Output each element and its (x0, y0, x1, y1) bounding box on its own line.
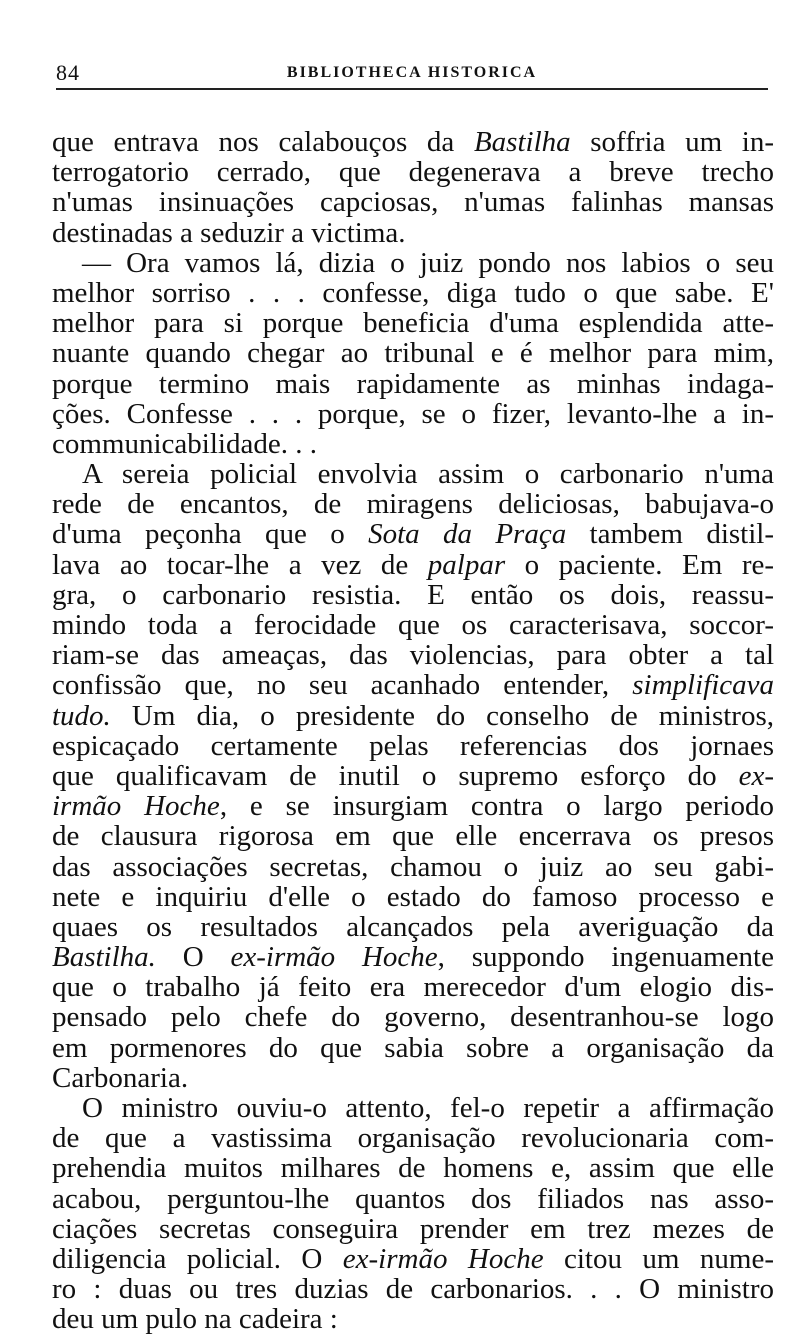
text-segment: diligencia policial. O (52, 1242, 343, 1275)
text-line (52, 519, 774, 549)
text-segment: gra, o carbonario resistia. E então os dois, reassu- (52, 578, 774, 611)
text-segment: que entrava nos calabouços da (52, 126, 474, 158)
text-line (52, 821, 774, 851)
text-segment: , suppondo ingenuamente (437, 941, 774, 974)
italic-segment: ex- (738, 759, 774, 792)
text-line (52, 1002, 774, 1032)
text-line (52, 1274, 774, 1304)
text-line (52, 1214, 774, 1244)
italic-segment: Bastilha (473, 126, 571, 158)
text-segment: soffria um in- (570, 126, 775, 158)
text-segment: confissão que, no seu acanhado entender, (52, 669, 633, 702)
text-segment: acabou, perguntou-lhe quantos dos filiados nas asso- (52, 1182, 774, 1215)
text-line (52, 761, 774, 791)
text-line (52, 580, 774, 610)
text-segment: ções. Confesse . . . porque, se o fizer, levanto-lhe a in- (52, 397, 774, 430)
text-segment: prehendia muitos milhares de homens e, assim que elle (52, 1152, 774, 1185)
text-line (52, 157, 774, 187)
text-segment: O (155, 941, 231, 974)
text-segment: ro : duas ou tres duzias de carbonarios. . . O ministro (52, 1273, 774, 1306)
text-segment: A sereia policial envolvia assim o carbonario n'uma (82, 458, 774, 491)
text-line (52, 1033, 774, 1063)
page-header (56, 58, 768, 90)
text-line (52, 791, 774, 821)
text-segment: que o trabalho já feito era merecedor d'um elogio dis- (52, 971, 774, 1004)
text-segment: O ministro ouviu-o attento, fel-o repetir a affirmação (82, 1092, 774, 1124)
italic-segment: palpar (427, 548, 506, 581)
text-segment: de que a vastissima organisação revolucionaria com- (52, 1122, 774, 1155)
text-line (52, 701, 774, 731)
italic-segment: Sota da Praça (368, 518, 567, 551)
text-segment: Um dia, o presidente do conselho de ministros, (110, 699, 774, 732)
italic-segment: Bastilha. (52, 941, 156, 974)
italic-segment: tudo. (52, 699, 111, 732)
text-segment: terrogatorio cerrado, que degenerava a breve trecho (52, 156, 774, 189)
text-segment: pensado pelo chefe do governo, desentranhou-se logo (52, 1001, 774, 1034)
text-line (52, 278, 774, 308)
text-segment: nuante quando chegar ao tribunal e é melhor para mim, (52, 337, 774, 370)
text-segment: quaes os resultados alcançados pela averiguação da (52, 910, 774, 943)
text-segment: lava ao tocar-lhe a vez de (52, 548, 428, 581)
text-line (52, 187, 774, 217)
text-line (52, 489, 774, 519)
text-segment: — Ora vamos lá, dizia o juiz pondo nos labios o seu (82, 246, 774, 279)
text-segment: de clausura rigorosa em que elle encerrava os presos (52, 820, 774, 853)
italic-segment: simplificava (632, 669, 774, 702)
text-segment: ciações secretas conseguira prender em trez mezes de (52, 1212, 774, 1245)
text-line (52, 1123, 774, 1153)
text-segment: mindo toda a ferocidade que os caracterisava, soccor- (52, 609, 774, 641)
text-segment: rede de encantos, de miragens deliciosas, babujava-o (52, 488, 774, 521)
text-line (52, 640, 774, 670)
text-line (52, 1063, 774, 1093)
text-line (52, 1093, 774, 1123)
text-line (52, 218, 774, 248)
text-segment: melhor sorriso . . . confesse, diga tudo o que sabe. E' (52, 276, 774, 309)
text-segment: destinadas a seduzir a victima. (52, 216, 406, 249)
text-segment: citou um nume- (543, 1242, 774, 1275)
text-line (52, 1244, 774, 1274)
text-segment: n'umas insinuações capciosas, n'umas falinhas mansas (52, 186, 774, 219)
text-line (52, 429, 774, 459)
text-line (52, 610, 774, 640)
italic-segment: ex-irmão Hoche (230, 941, 438, 974)
text-line (52, 670, 774, 700)
text-segment: , e se insurgiam contra o largo periodo (219, 790, 774, 823)
text-line (52, 1153, 774, 1183)
text-line (52, 1304, 774, 1334)
text-line (52, 248, 774, 278)
text-line (52, 942, 774, 972)
text-line (52, 972, 774, 1002)
italic-segment: ex-irmão Hoche (342, 1242, 544, 1275)
text-line (52, 882, 774, 912)
text-line (52, 852, 774, 882)
text-segment: em pormenores do que sabia sobre a organisação da (52, 1031, 774, 1064)
text-line (52, 912, 774, 942)
text-line (52, 127, 774, 157)
text-segment: tambem distil- (566, 518, 774, 551)
text-line (52, 459, 774, 489)
text-segment: o paciente. Em re- (505, 548, 775, 581)
text-line (52, 731, 774, 761)
body-text (52, 127, 774, 1335)
text-segment: das associações secretas, chamou o juiz ao seu gabi- (52, 850, 774, 883)
text-line (52, 369, 774, 399)
text-segment: riam-se das ameaças, das violencias, para obter a tal (52, 639, 774, 672)
page-number: 84 (56, 60, 80, 85)
running-head: BIBLIOTHECA HISTORICA (286, 64, 538, 81)
text-segment: Carbonaria. (52, 1061, 189, 1094)
text-segment: d'uma peçonha que o (52, 518, 369, 551)
text-line (52, 338, 774, 368)
text-segment: deu um pulo na cadeira : (52, 1303, 338, 1336)
italic-segment: irmão Hoche (52, 790, 220, 823)
text-segment: communicabilidade. . . (52, 427, 317, 460)
text-segment: que qualificavam de inutil o supremo esforço do (52, 759, 739, 792)
text-segment: melhor para si porque beneficia d'uma esplendida atte- (52, 307, 774, 340)
text-line (52, 399, 774, 429)
text-line (52, 308, 774, 338)
text-segment: porque termino mais rapidamente as minhas indaga- (52, 367, 774, 400)
text-segment: espicaçado certamente pelas referencias dos jornaes (52, 729, 774, 762)
text-segment: nete e inquiriu d'elle o estado do famoso processo e (52, 880, 774, 913)
text-line (52, 1184, 774, 1214)
text-line (52, 550, 774, 580)
